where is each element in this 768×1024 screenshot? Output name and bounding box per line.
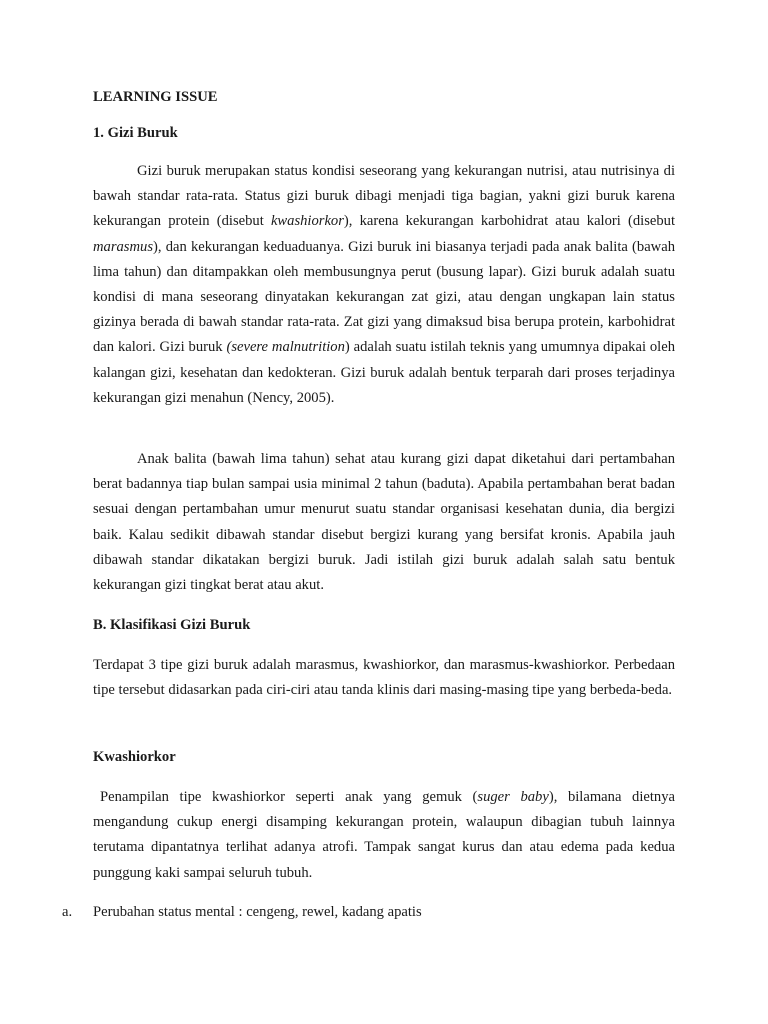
paragraph-text: Anak balita (bawah lima tahun) sehat atau kurang gizi dapat diketahui dari pertambahan berat badannya tiap bulan sampai usia minimal 2 tahun (baduta). Apabila pertambahan berat badan sesuai dengan pertambahan umur menurut suatu standar organisasi kesehatan dunia, dia bergizi baik. Kalau sedikit dibawah standar disebut bergizi kurang yang bersifat kronis. Apabila jauh dibawah standar dikatakan bergizi buruk. Jadi istilah gizi buruk adalah salah satu bentuk kekurangan gizi tingkat berat atau akut. (93, 451, 675, 594)
list-item-text: Perubahan status mental : cengeng, rewel, kadang apatis (93, 904, 422, 920)
paragraph-text: ), karena kekurangan karbohidrat atau kalori (disebut (343, 213, 675, 230)
paragraph-text: Gizi buruk merupakan status kondisi seseorang yang kekurangan nutrisi, atau nutrisinya di bawah standar rata-rata. Status gizi buruk dibagi menjadi tiga bagian, yakni gizi buruk karena kekurangan protein (disebut (93, 163, 675, 230)
paragraph-gizi-buruk-definition (93, 159, 675, 411)
italic-term: suger baby (477, 789, 549, 805)
italic-term: (severe malnutrition (226, 339, 345, 356)
section-heading-kwashiorkor: Kwashiorkor (93, 749, 176, 765)
section-heading-klasifikasi: B. Klasifikasi Gizi Buruk (93, 617, 251, 633)
paragraph-text: ), bilamana dietnya mengandung cukup energi disamping kekurangan protein, walaupun dibagian tubuh lainnya terutama dipantatnya terlihat adanya atrofi. Tampak sangat kurus dan atau edema pada kedua punggung kaki sampai seluruh tubuh. (93, 789, 675, 881)
document-title: LEARNING ISSUE (93, 89, 218, 105)
section-heading-gizi-buruk: 1. Gizi Buruk (93, 125, 178, 141)
italic-term: kwashiorkor (270, 213, 344, 230)
paragraph-klasifikasi: Terdapat 3 tipe gizi buruk adalah marasmus, kwashiorkor, dan marasmus-kwashiorkor. Perbedaan tipe tersebut didasarkan pada ciri-ciri atau tanda klinis dari masing-masing tipe yang berbeda-beda. (93, 657, 675, 699)
list-item (62, 901, 682, 923)
paragraph-text: Penampilan tipe kwashiorkor seperti anak yang gemuk ( (100, 789, 478, 805)
paragraph-anak-balita (93, 447, 675, 598)
paragraph-kwashiorkor (93, 785, 675, 886)
italic-term: marasmus (93, 238, 154, 255)
paragraph-text: ), dan kekurangan keduaduanya. Gizi buruk ini biasanya terjadi pada anak balita (bawah lima tahun) dan ditampakkan oleh membusungnya perut (busung lapar). Gizi buruk adalah suatu kondisi di mana seseorang dinyatakan kekurangan zat gizi, atau dengan ungkapan lain status gizinya berada di bawah standar rata-rata. Zat gizi yang dimaksud bisa berupa protein, karbohidrat dan kalori. Gizi buruk (93, 238, 675, 356)
list-marker: a. (62, 904, 73, 920)
paragraph-text: ) adalah suatu istilah teknis yang umumnya dipakai oleh kalangan gizi, kesehatan dan kedokteran. Gizi buruk adalah bentuk terparah dari proses terjadinya kekurangan gizi menahun (Nency, 2005). (93, 339, 676, 406)
